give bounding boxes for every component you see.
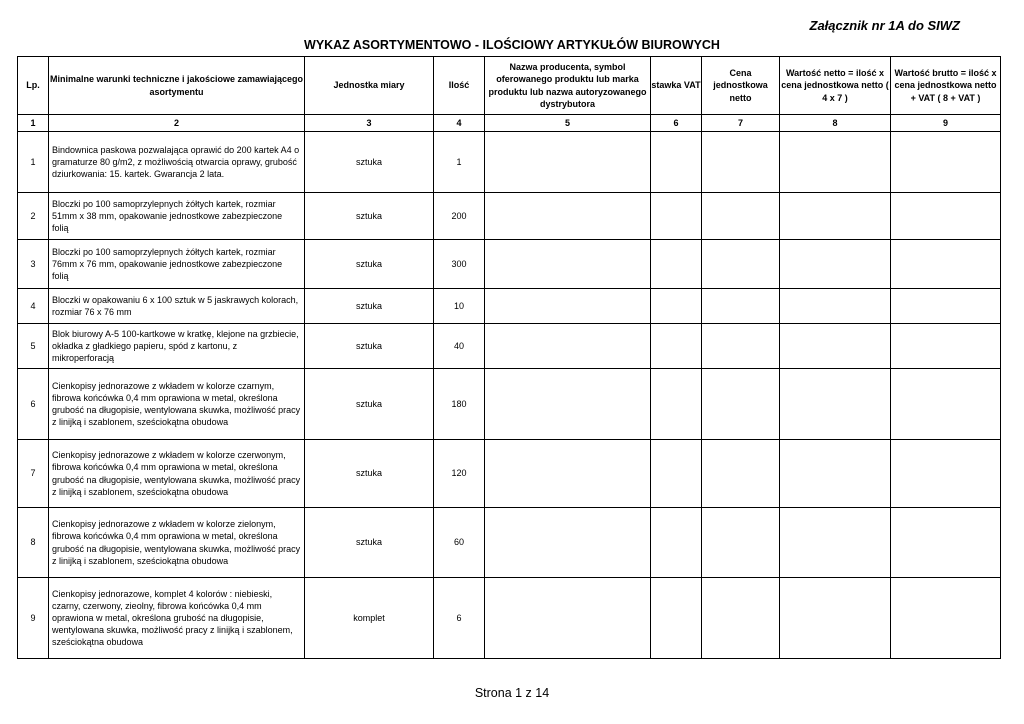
row-lp: 9 (18, 578, 49, 659)
value-gross-cell[interactable] (891, 193, 1001, 240)
row-lp: 4 (18, 289, 49, 324)
vat-rate-cell[interactable] (651, 193, 702, 240)
vat-rate-cell[interactable] (651, 324, 702, 369)
row-unit: sztuka (305, 324, 434, 369)
row-unit: sztuka (305, 369, 434, 440)
assortment-table (17, 56, 1001, 659)
row-description: Cienkopisy jednorazowe z wkładem w kolorze zielonym, fibrowa końcówka 0,4 mm oprawiona w metal, określona grubość na długopisie, wentylowana skuwka, możliwość pracy z linijką i szablonem, sześciokątna obudowa (49, 508, 305, 578)
document-title: WYKAZ ASORTYMENTOWO - ILOŚCIOWY ARTYKUŁÓW BIUROWYCH (304, 38, 720, 52)
row-description: Blok biurowy A-5 100-kartkowe w kratkę, klejone na grzbiecie, okładka z gładkiego papieru, spód z kartonu, z mikroperforacją (49, 324, 305, 369)
vat-rate-cell[interactable] (651, 578, 702, 659)
table-row (18, 440, 1001, 508)
row-lp: 2 (18, 193, 49, 240)
header-lp: Lp. (18, 57, 49, 115)
unit-price-cell[interactable] (702, 440, 780, 508)
row-unit: sztuka (305, 289, 434, 324)
row-lp: 7 (18, 440, 49, 508)
table-row (18, 578, 1001, 659)
header-requirements: Minimalne warunki techniczne i jakościowe zamawiającego asortymentu (49, 57, 305, 115)
row-quantity: 180 (434, 369, 485, 440)
header-value-gross: Wartość brutto = ilość x cena jednostkowa netto + VAT ( 8 + VAT ) (891, 57, 1001, 115)
unit-price-cell[interactable] (702, 369, 780, 440)
table-row (18, 240, 1001, 289)
value-net-cell[interactable] (780, 324, 891, 369)
value-gross-cell[interactable] (891, 132, 1001, 193)
vat-rate-cell[interactable] (651, 132, 702, 193)
producer-cell[interactable] (485, 578, 651, 659)
header-producer: Nazwa producenta, symbol oferowanego produktu lub marka produktu lub nazwa autoryzowanego dystrybutora (485, 57, 651, 115)
vat-rate-cell[interactable] (651, 240, 702, 289)
value-gross-cell[interactable] (891, 578, 1001, 659)
row-description: Cienkopisy jednorazowe z wkładem w kolorze czerwonym, fibrowa końcówka 0,4 mm oprawiona w metal, określona grubość na długopisie, wentylowana skuwka, możliwość pracy z linijką i szablonem, sześciokątna obudowa (49, 440, 305, 508)
row-unit: sztuka (305, 240, 434, 289)
unit-price-cell[interactable] (702, 289, 780, 324)
table-row (18, 132, 1001, 193)
row-unit: sztuka (305, 132, 434, 193)
producer-cell[interactable] (485, 289, 651, 324)
table-row (18, 289, 1001, 324)
vat-rate-cell[interactable] (651, 289, 702, 324)
row-quantity: 1 (434, 132, 485, 193)
unit-price-cell[interactable] (702, 578, 780, 659)
column-number: 1 (18, 115, 49, 132)
column-number: 4 (434, 115, 485, 132)
vat-rate-cell[interactable] (651, 440, 702, 508)
table-row (18, 369, 1001, 440)
row-description: Bloczki po 100 samoprzylepnych żółtych kartek, rozmiar 76mm x 76 mm, opakowanie jednostkowe zabezpieczone folią (49, 240, 305, 289)
row-description: Bloczki w opakowaniu 6 x 100 sztuk w 5 jaskrawych kolorach, rozmiar 76 x 76 mm (49, 289, 305, 324)
column-number: 3 (305, 115, 434, 132)
row-unit: sztuka (305, 193, 434, 240)
column-number: 9 (891, 115, 1001, 132)
value-net-cell[interactable] (780, 132, 891, 193)
value-gross-cell[interactable] (891, 240, 1001, 289)
value-gross-cell[interactable] (891, 289, 1001, 324)
row-description: Bindownica paskowa pozwalająca oprawić do 200 kartek A4 o gramaturze 80 g/m2, z możliwością otwarcia oprawy, grubość dziurkowania: 15. kartek. Gwarancja 2 lata. (49, 132, 305, 193)
value-net-cell[interactable] (780, 289, 891, 324)
vat-rate-cell[interactable] (651, 508, 702, 578)
producer-cell[interactable] (485, 132, 651, 193)
column-number: 5 (485, 115, 651, 132)
column-number: 2 (49, 115, 305, 132)
value-gross-cell[interactable] (891, 369, 1001, 440)
producer-cell[interactable] (485, 440, 651, 508)
table-row (18, 508, 1001, 578)
table-row (18, 193, 1001, 240)
value-gross-cell[interactable] (891, 324, 1001, 369)
header-value-net: Wartość netto = ilość x cena jednostkowa netto ( 4 x 7 ) (780, 57, 891, 115)
row-description: Cienkopisy jednorazowe z wkładem w kolorze czarnym, fibrowa końcówka 0,4 mm oprawiona w metal, określona grubość na długopisie, wentylowana skuwka, możliwość pracy z linijką i szablonem, sześciokątna obudowa (49, 369, 305, 440)
header-unit: Jednostka miary (305, 57, 434, 115)
value-net-cell[interactable] (780, 508, 891, 578)
row-lp: 3 (18, 240, 49, 289)
row-unit: komplet (305, 578, 434, 659)
header-unit-price-net: Cena jednostkowa netto (702, 57, 780, 115)
row-quantity: 10 (434, 289, 485, 324)
row-description: Bloczki po 100 samoprzylepnych żółtych kartek, rozmiar 51mm x 38 mm, opakowanie jednostkowe zabezpieczone folią (49, 193, 305, 240)
row-description: Cienkopisy jednorazowe, komplet 4 kolorów : niebieski, czarny, czerwony, zieolny, fibrowa końcówka 0,4 mm oprawiona w metal, określona grubość na długopisie, wentylowana skuwka, możliwość pracy z linijką i szablonem, sześciokątna obudowa (49, 578, 305, 659)
row-quantity: 200 (434, 193, 485, 240)
row-lp: 6 (18, 369, 49, 440)
producer-cell[interactable] (485, 193, 651, 240)
row-lp: 5 (18, 324, 49, 369)
value-net-cell[interactable] (780, 440, 891, 508)
row-quantity: 40 (434, 324, 485, 369)
row-quantity: 6 (434, 578, 485, 659)
row-lp: 8 (18, 508, 49, 578)
header-row (18, 57, 1001, 115)
value-gross-cell[interactable] (891, 508, 1001, 578)
unit-price-cell[interactable] (702, 193, 780, 240)
value-gross-cell[interactable] (891, 440, 1001, 508)
header-quantity: Ilość (434, 57, 485, 115)
unit-price-cell[interactable] (702, 132, 780, 193)
table-row (18, 324, 1001, 369)
value-net-cell[interactable] (780, 193, 891, 240)
row-unit: sztuka (305, 440, 434, 508)
row-quantity: 60 (434, 508, 485, 578)
column-number: 7 (702, 115, 780, 132)
unit-price-cell[interactable] (702, 508, 780, 578)
unit-price-cell[interactable] (702, 240, 780, 289)
value-net-cell[interactable] (780, 369, 891, 440)
value-net-cell[interactable] (780, 578, 891, 659)
vat-rate-cell[interactable] (651, 369, 702, 440)
row-quantity: 120 (434, 440, 485, 508)
attachment-label: Załącznik nr 1A do SIWZ (809, 18, 960, 33)
producer-cell[interactable] (485, 240, 651, 289)
row-lp: 1 (18, 132, 49, 193)
value-net-cell[interactable] (780, 240, 891, 289)
column-number-row (18, 115, 1001, 132)
row-quantity: 300 (434, 240, 485, 289)
column-number: 8 (780, 115, 891, 132)
header-vat-rate: stawka VAT (651, 57, 702, 115)
row-unit: sztuka (305, 508, 434, 578)
page-number: Strona 1 z 14 (474, 686, 550, 700)
column-number: 6 (651, 115, 702, 132)
producer-cell[interactable] (485, 369, 651, 440)
producer-cell[interactable] (485, 508, 651, 578)
unit-price-cell[interactable] (702, 324, 780, 369)
producer-cell[interactable] (485, 324, 651, 369)
